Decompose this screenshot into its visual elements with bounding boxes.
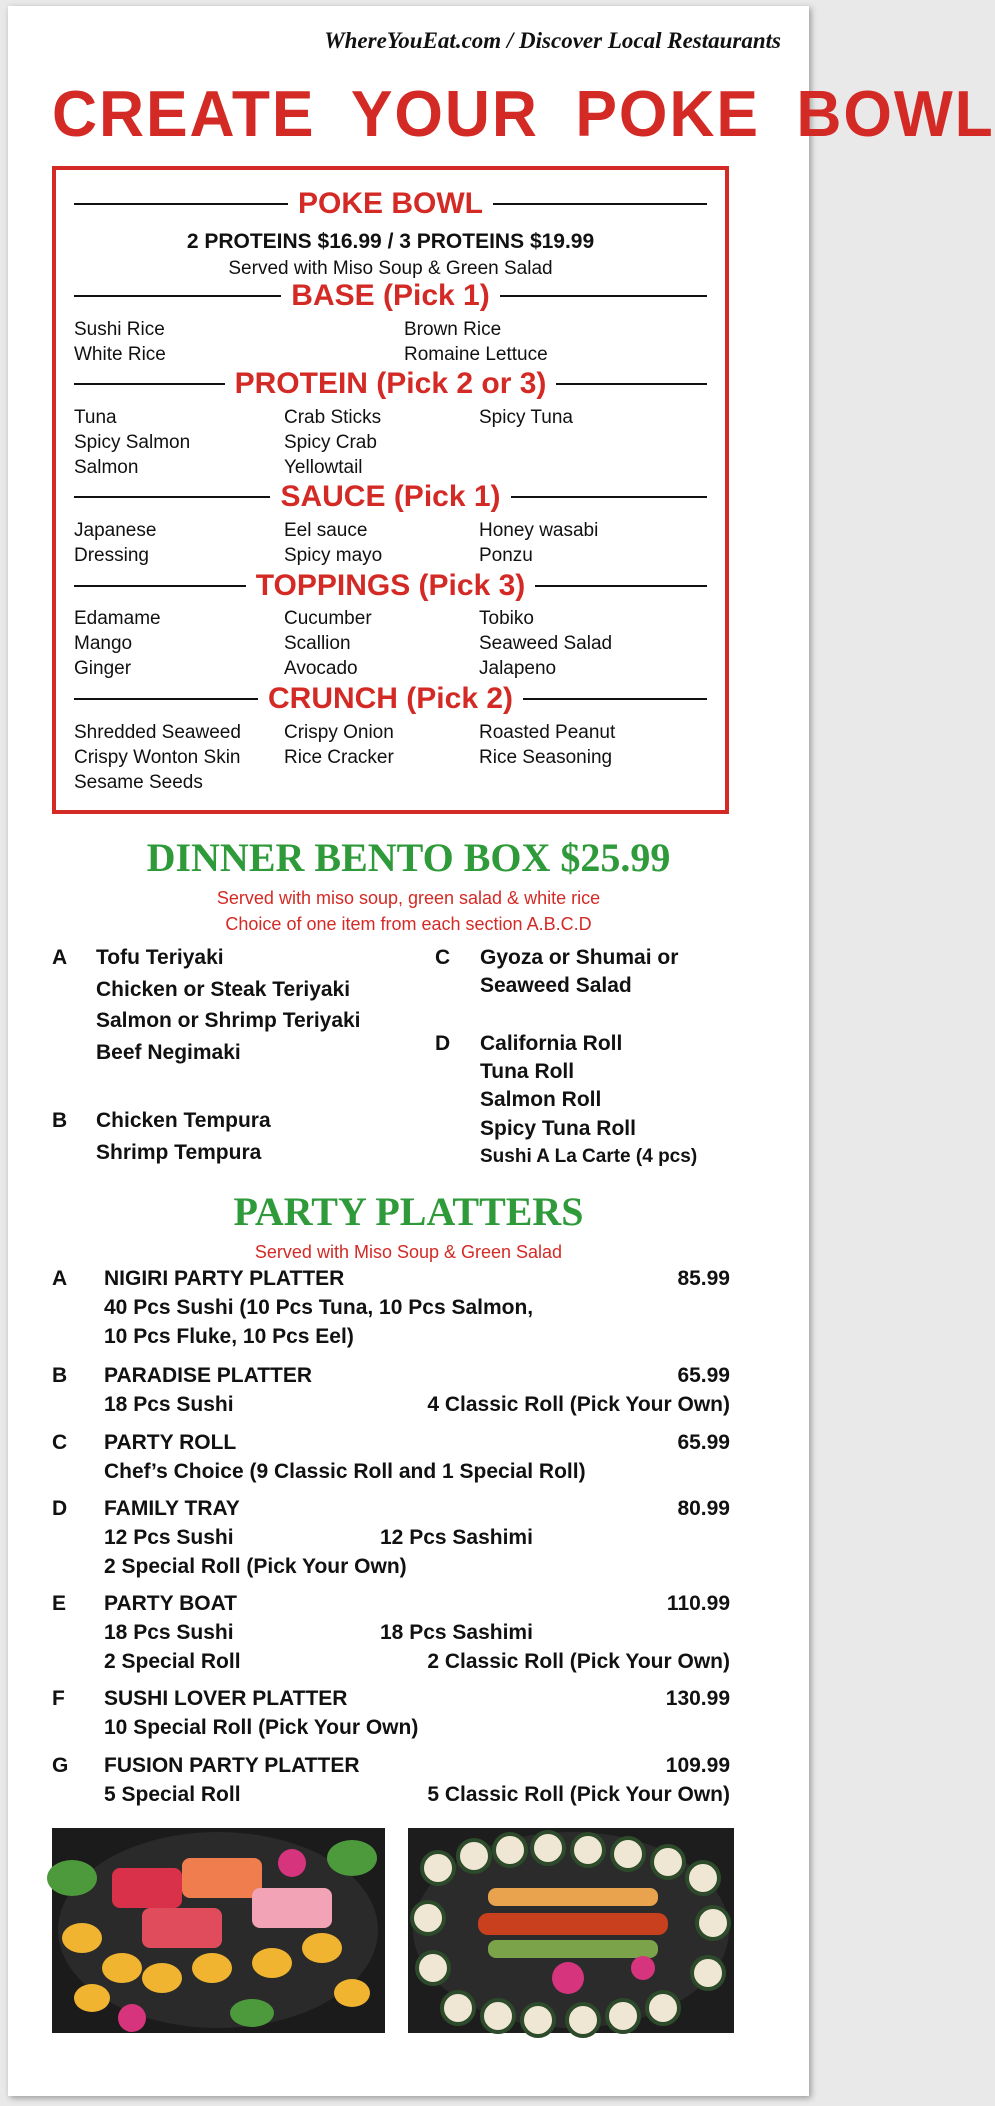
platter-detail: 10 Pcs Fluke, 10 Pcs Eel) [104, 1325, 354, 1348]
platter-name: PARADISE PLATTER [104, 1364, 313, 1387]
platter-detail: 18 Pcs Sashimi [380, 1621, 533, 1644]
platter-letter: G [52, 1754, 69, 1777]
heading-text: TOPPINGS (Pick 3) [255, 569, 526, 602]
protein-item: Salmon [74, 457, 139, 478]
platter-detail: 5 Classic Roll (Pick Your Own) [427, 1783, 730, 1806]
nigiri-platter-photo [52, 1828, 385, 2033]
platter-letter: E [52, 1592, 67, 1615]
poke-bowl-heading [74, 188, 707, 220]
platter-letter: C [52, 1431, 68, 1454]
sauce-item: Japanese [74, 520, 157, 541]
topping-item: Scallion [284, 633, 351, 654]
bento-item: Shrimp Tempura [96, 1141, 262, 1164]
platter-price: 130.99 [665, 1687, 730, 1710]
protein-item: Crab Sticks [284, 407, 382, 428]
bento-item: Tofu Teriyaki [96, 946, 224, 969]
bento-sub2: Choice of one item from each section A.B.C.D [225, 914, 592, 934]
poke-price-line: 2 PROTEINS $16.99 / 3 PROTEINS $19.99 [186, 230, 595, 253]
platter-name: PARTY BOAT [104, 1592, 238, 1615]
topping-item: Cucumber [284, 608, 372, 629]
platter-name: SUSHI LOVER PLATTER [104, 1687, 348, 1710]
crunch-item: Sesame Seeds [74, 772, 203, 793]
platter-price: 110.99 [666, 1592, 730, 1615]
crunch-item: Rice Seasoning [479, 747, 613, 768]
bento-item: Sushi A La Carte (4 pcs) [480, 1146, 698, 1167]
heading-text: BASE (Pick 1) [291, 279, 490, 312]
bento-letter-b: B [52, 1109, 68, 1132]
heading-text: SAUCE (Pick 1) [280, 480, 501, 513]
bento-letter-d: D [435, 1032, 451, 1055]
base-heading [74, 280, 707, 312]
platter-letter: A [52, 1267, 68, 1290]
divider [74, 698, 258, 700]
platter-detail: Chef’s Choice (9 Classic Roll and 1 Special Roll) [104, 1460, 586, 1483]
bento-sub1: Served with miso soup, green salad & white rice [216, 888, 601, 908]
crunch-item: Crispy Wonton Skin [74, 747, 241, 768]
crunch-item: Rice Cracker [284, 747, 394, 768]
platter-letter: B [52, 1364, 68, 1387]
sauce-item: Ponzu [479, 545, 533, 566]
protein-item: Spicy Tuna [479, 407, 573, 428]
protein-item: Spicy Salmon [74, 432, 191, 453]
bento-item: Spicy Tuna Roll [480, 1117, 636, 1140]
bento-item: Seaweed Salad [480, 974, 632, 997]
platter-name: FAMILY TRAY [104, 1497, 240, 1520]
roll-platter-image [408, 1828, 734, 2033]
platter-detail: 4 Classic Roll (Pick Your Own) [427, 1393, 730, 1416]
sauce-item: Honey wasabi [479, 520, 599, 541]
base-item: Romaine Lettuce [404, 344, 548, 365]
platter-detail: 12 Pcs Sashimi [380, 1526, 533, 1549]
platter-price: 80.99 [677, 1497, 730, 1520]
platter-detail: 18 Pcs Sushi [104, 1621, 234, 1644]
crunch-item: Shredded Seaweed [74, 722, 241, 743]
party-sub: Served with Miso Soup & Green Salad [254, 1242, 563, 1262]
platter-price: 85.99 [677, 1267, 730, 1290]
platter-detail: 10 Special Roll (Pick Your Own) [104, 1716, 419, 1739]
topping-item: Mango [74, 633, 133, 654]
platter-price: 65.99 [677, 1431, 730, 1454]
heading-text: POKE BOWL [298, 187, 483, 220]
topping-item: Tobiko [479, 608, 534, 629]
bento-item: Chicken or Steak Teriyaki [96, 978, 351, 1001]
platter-name: FUSION PARTY PLATTER [104, 1754, 360, 1777]
sushi-roll-platter-photo [408, 1828, 734, 2033]
protein-item: Spicy Crab [284, 432, 377, 453]
platter-price: 65.99 [677, 1364, 730, 1387]
crunch-heading [74, 683, 707, 715]
base-item: White Rice [74, 344, 166, 365]
divider [74, 496, 270, 498]
toppings-heading [74, 570, 707, 602]
sauce-item: Eel sauce [284, 520, 368, 541]
divider [511, 496, 707, 498]
bento-item: Salmon Roll [480, 1088, 602, 1111]
platter-name: NIGIRI PARTY PLATTER [104, 1267, 345, 1290]
platter-name: PARTY ROLL [104, 1431, 237, 1454]
bento-letter-a: A [52, 946, 68, 969]
platter-detail: 2 Classic Roll (Pick Your Own) [427, 1650, 730, 1673]
crunch-item: Crispy Onion [284, 722, 394, 743]
sauce-item: Spicy mayo [284, 545, 383, 566]
protein-item: Tuna [74, 407, 117, 428]
divider [74, 585, 246, 587]
platter-detail: 12 Pcs Sushi [104, 1526, 234, 1549]
base-item: Brown Rice [404, 319, 502, 340]
page-title: CREATE YOUR POKE BOWL [52, 77, 995, 150]
bento-item: Beef Negimaki [96, 1041, 241, 1064]
platter-detail: 2 Special Roll (Pick Your Own) [104, 1555, 407, 1578]
bento-letter-c: C [435, 946, 451, 969]
divider [500, 295, 707, 297]
bento-title: DINNER BENTO BOX $25.99 [146, 835, 671, 880]
bento-item: California Roll [480, 1032, 623, 1055]
platter-letter: F [52, 1687, 65, 1710]
topping-item: Avocado [284, 658, 358, 679]
heading-text: CRUNCH (Pick 2) [267, 682, 514, 715]
watermark-text: WhereYouEat.com / Discover Local Restaurants [324, 28, 781, 53]
crunch-item: Roasted Peanut [479, 722, 616, 743]
party-title: PARTY PLATTERS [233, 1189, 584, 1234]
divider [74, 383, 225, 385]
bento-item: Tuna Roll [480, 1060, 575, 1083]
bento-item: Gyoza or Shumai or [480, 946, 679, 969]
heading-text: PROTEIN (Pick 2 or 3) [234, 367, 547, 400]
platter-price: 109.99 [665, 1754, 730, 1777]
topping-item: Jalapeno [479, 658, 557, 679]
poke-served-line: Served with Miso Soup & Green Salad [228, 258, 553, 279]
bento-item: Salmon or Shrimp Teriyaki [96, 1009, 361, 1032]
divider [556, 383, 707, 385]
platter-detail: 2 Special Roll [104, 1650, 241, 1673]
protein-heading [74, 368, 707, 400]
divider [523, 698, 707, 700]
topping-item: Edamame [74, 608, 161, 629]
platter-detail: 5 Special Roll [104, 1783, 241, 1806]
protein-item: Yellowtail [284, 457, 363, 478]
topping-item: Ginger [74, 658, 132, 679]
bento-item: Chicken Tempura [96, 1109, 271, 1132]
sauce-item: Dressing [74, 545, 149, 566]
divider [74, 295, 281, 297]
topping-item: Seaweed Salad [479, 633, 613, 654]
platter-detail: 40 Pcs Sushi (10 Pcs Tuna, 10 Pcs Salmon, [104, 1296, 534, 1319]
base-item: Sushi Rice [74, 319, 165, 340]
divider [74, 203, 288, 205]
divider [493, 203, 707, 205]
nigiri-platter-image [52, 1828, 385, 2033]
platter-detail: 18 Pcs Sushi [104, 1393, 234, 1416]
poke-bowl-box [52, 166, 729, 814]
platter-letter: D [52, 1497, 68, 1520]
divider [535, 585, 707, 587]
menu-page [8, 6, 995, 2096]
sauce-heading [74, 481, 707, 513]
